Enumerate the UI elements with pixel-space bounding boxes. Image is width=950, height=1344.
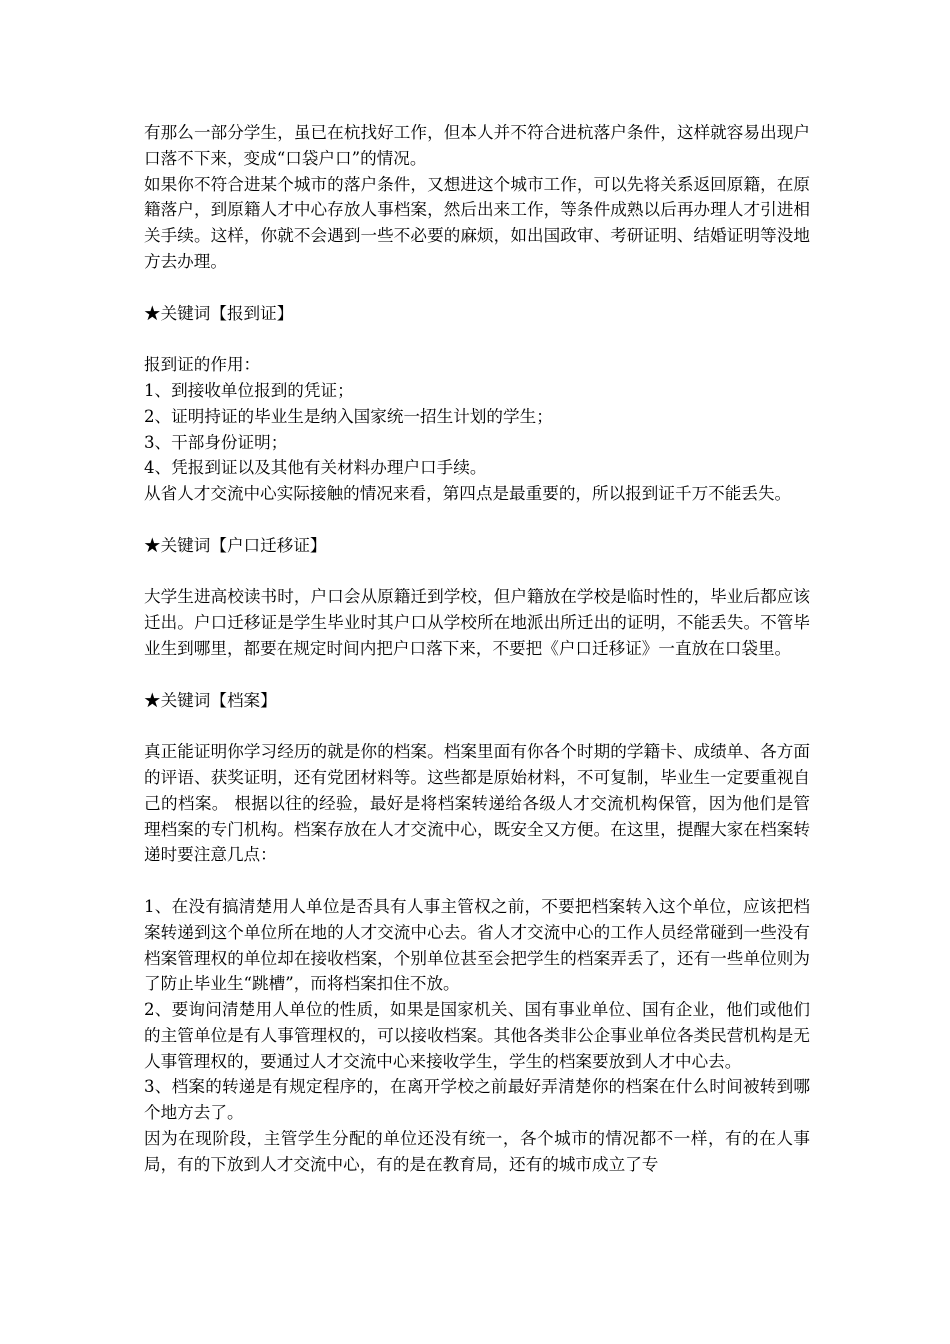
blank-line	[144, 713, 810, 739]
paragraph-report-certificate-note: 从省人才交流中心实际接触的情况来看，第四点是最重要的，所以报到证千万不能丢失。	[144, 484, 792, 504]
paragraph-hukou-transfer: 大学生进高校读书时，户口会从原籍迁到学校，但户籍放在学校是临时性的，毕业后都应该迁出。户口迁移证是学生毕业时其户口从学校所在地派出所迁出的证明，不能丢失。不管毕业生到哪里，都要在规定时间内把户口落下来，不要把《户口迁移证》一直放在口袋里。	[144, 587, 810, 658]
list-item: 1、到接收单位报到的凭证；	[144, 380, 354, 400]
paragraph-archive-point-2: 2、要询问清楚用人单位的性质，如果是国家机关、国有事业单位、国有企业，他们或他们的主管单位是有人事管理权的，可以接收档案。其他各类非公企事业单位各类民营机构是无人事管理权的，要通过人才交流中心来接收学生，学生的档案要放到人才中心去。	[144, 1000, 810, 1071]
paragraph-archive-point-3: 3、档案的转递是有规定程序的，在离开学校之前最好弄清楚你的档案在什么时间被转到哪个地方去了。	[144, 1077, 810, 1123]
paragraph-return-origin: 如果你不符合进某个城市的落户条件，又想进这个城市工作，可以先将关系返回原籍，在原籍落户，到原籍人才中心存放人事档案，然后出来工作，等条件成熟以后再办理人才引进相关手续。这样，你就不会遇到一些不必要的麻烦，如出国政审、考研证明、结婚证明等没地方去办理。	[144, 174, 810, 271]
heading-report-certificate: ★关键词【报到证】	[144, 303, 294, 323]
paragraph-hukou-problem: 有那么一部分学生，虽已在杭找好工作，但本人并不符合进杭落户条件，这样就容易出现户口落不下来，变成“口袋户口”的情况。	[144, 123, 810, 168]
paragraph-archive-current-stage: 因为在现阶段，主管学生分配的单位还没有统一，各个城市的情况都不一样，有的在人事局，有的下放到人才交流中心，有的是在教育局，还有的城市成立了专	[144, 1129, 810, 1174]
list-item: 2、证明持证的毕业生是纳入国家统一招生计划的学生；	[144, 406, 553, 426]
blank-line	[144, 559, 810, 585]
blank-line	[144, 275, 810, 301]
list-item: 4、凭报到证以及其他有关材料办理户口手续。	[144, 458, 487, 478]
paragraph-report-certificate-intro: 报到证的作用：	[144, 355, 261, 375]
blank-line	[144, 326, 810, 352]
heading-archive: ★关键词【档案】	[144, 690, 277, 710]
paragraph-archive-intro: 真正能证明你学习经历的就是你的档案。档案里面有你各个时期的学籍卡、成绩单、各方面的评语、获奖证明，还有党团材料等。这些都是原始材料，不可复制，毕业生一定要重视自己的档案。 根据以往的经验，最好是将档案转递给各级人才交流机构保管，因为他们是管理档案的专门机构。档案存放在人才交流中心，既安全又方便。在这里，提醒大家在档案转递时要注意几点：	[144, 742, 810, 865]
list-item: 3、干部身份证明；	[144, 432, 288, 452]
heading-hukou-transfer: ★关键词【户口迁移证】	[144, 535, 327, 555]
paragraph-archive-point-1: 1、在没有搞清楚用人单位是否具有人事主管权之前，不要把档案转入这个单位，应该把档案转递到这个单位所在地的人才交流中心去。省人才交流中心的工作人员经常碰到一些没有档案管理权的单位却在接收档案，个别单位甚至会把学生的档案弄丢了，还有一些单位则为了防止毕业生“跳槽”，而将档案扣住不放。	[144, 896, 810, 994]
blank-line	[144, 662, 810, 688]
document-page	[144, 120, 810, 1178]
blank-line	[144, 868, 810, 894]
blank-line	[144, 507, 810, 533]
